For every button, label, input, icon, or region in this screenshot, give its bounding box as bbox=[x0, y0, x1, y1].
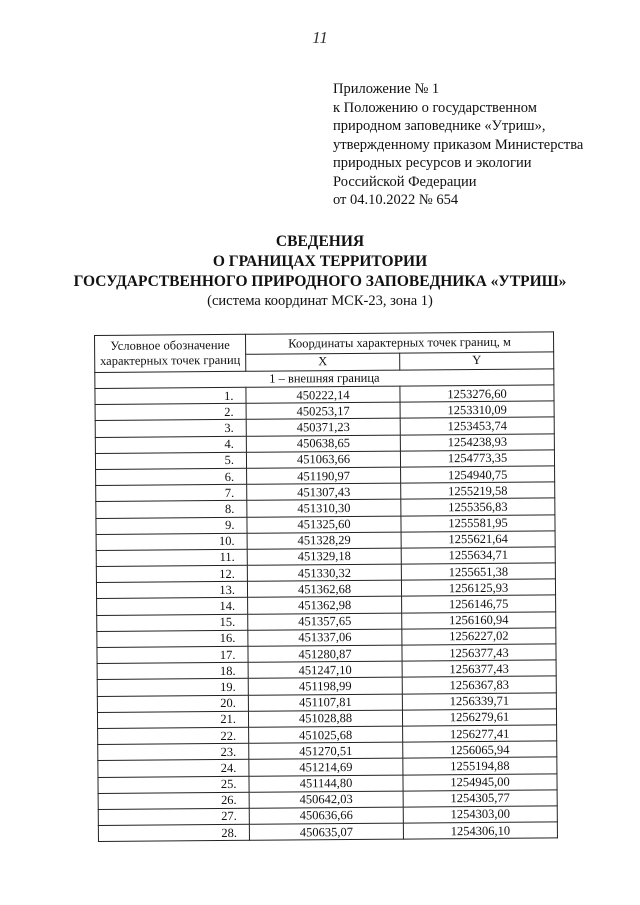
x-coordinate: 450371,23 bbox=[246, 418, 400, 435]
x-coordinate: 451329,18 bbox=[247, 548, 401, 565]
appendix-line: природном заповеднике «Утриш», bbox=[333, 118, 546, 134]
appendix-line: утвержденному приказом Министерства bbox=[333, 136, 584, 153]
point-number: 4. bbox=[95, 436, 246, 453]
point-number: 11. bbox=[96, 549, 247, 566]
y-coordinate: 1256227,02 bbox=[402, 628, 556, 645]
y-coordinate: 1255581,95 bbox=[401, 514, 555, 531]
appendix-note bbox=[333, 80, 633, 210]
point-number: 2. bbox=[95, 403, 246, 420]
y-coordinate: 1253276,60 bbox=[400, 385, 554, 402]
y-coordinate: 1253453,74 bbox=[400, 417, 554, 434]
point-number: 22. bbox=[98, 727, 249, 744]
y-coordinate: 1255194,88 bbox=[403, 757, 557, 774]
y-coordinate: 1256377,43 bbox=[402, 644, 556, 661]
y-coordinate: 1255219,58 bbox=[401, 482, 555, 499]
x-coordinate: 451307,43 bbox=[247, 483, 401, 500]
page-number: 11 bbox=[312, 28, 328, 47]
point-number: 23. bbox=[98, 743, 249, 760]
x-coordinate: 451362,68 bbox=[247, 580, 401, 597]
appendix-line: Российской Федерации bbox=[333, 173, 477, 190]
appendix-line: природных ресурсов и экологии bbox=[333, 155, 532, 171]
y-coordinate: 1254945,00 bbox=[403, 773, 557, 790]
point-number: 20. bbox=[97, 695, 248, 712]
heading-subtitle: (система координат МСК-23, зона 1) bbox=[207, 293, 433, 309]
x-coordinate: 450642,03 bbox=[249, 791, 403, 808]
x-coordinate: 451063,66 bbox=[246, 451, 400, 468]
x-coordinate: 451270,51 bbox=[249, 742, 403, 759]
point-number: 17. bbox=[97, 646, 248, 663]
x-coordinate: 451310,30 bbox=[247, 499, 401, 516]
x-coordinate: 451190,97 bbox=[247, 467, 401, 484]
y-coordinate: 1256160,94 bbox=[402, 612, 556, 629]
y-coordinate: 1255634,71 bbox=[401, 547, 555, 564]
x-coordinate: 451362,98 bbox=[248, 597, 402, 614]
point-number: 16. bbox=[97, 630, 248, 647]
appendix-line: от 04.10.2022 № 654 bbox=[333, 192, 459, 208]
x-coordinate: 451280,87 bbox=[248, 645, 402, 662]
heading-line-3: ГОСУДАРСТВЕННОГО ПРИРОДНОГО ЗАПОВЕДНИКА «УТРИШ» bbox=[73, 273, 567, 290]
x-coordinate: 451214,69 bbox=[249, 758, 403, 775]
x-coordinate: 451107,81 bbox=[248, 694, 402, 711]
y-coordinate: 1256339,71 bbox=[402, 692, 556, 709]
point-number: 12. bbox=[96, 565, 247, 582]
point-number: 25. bbox=[98, 776, 249, 793]
point-number: 7. bbox=[96, 484, 247, 501]
y-coordinate: 1255651,38 bbox=[401, 563, 555, 580]
point-number: 1. bbox=[95, 387, 246, 404]
x-coordinate: 450635,07 bbox=[249, 823, 403, 840]
y-coordinate: 1256367,83 bbox=[402, 676, 556, 693]
y-coordinate: 1255356,83 bbox=[401, 498, 555, 515]
y-coordinate: 1256146,75 bbox=[402, 595, 556, 612]
x-coordinate: 451325,60 bbox=[247, 516, 401, 533]
y-coordinate: 1256377,43 bbox=[402, 660, 556, 677]
point-number: 3. bbox=[95, 420, 246, 437]
y-coordinate: 1254940,75 bbox=[401, 466, 555, 483]
point-number: 28. bbox=[98, 824, 249, 841]
point-label-header-line-2: характерных точек границ bbox=[99, 352, 241, 368]
x-coordinate: 451144,80 bbox=[249, 775, 403, 792]
x-coordinate: 450636,66 bbox=[249, 807, 403, 824]
y-coordinate: 1255621,64 bbox=[401, 531, 555, 548]
y-coordinate: 1256279,61 bbox=[402, 709, 556, 726]
x-coordinate: 450222,14 bbox=[246, 386, 400, 403]
point-number: 24. bbox=[98, 760, 249, 777]
point-number: 8. bbox=[96, 501, 247, 518]
y-coordinate: 1256277,41 bbox=[403, 725, 557, 742]
point-number: 15. bbox=[97, 614, 248, 631]
point-number: 18. bbox=[97, 662, 248, 679]
y-coordinate: 1253310,09 bbox=[400, 401, 554, 418]
x-coordinate: 451247,10 bbox=[248, 661, 402, 678]
point-number: 14. bbox=[97, 598, 248, 615]
coordinates-table bbox=[94, 331, 558, 842]
point-number: 6. bbox=[96, 468, 247, 485]
coordinates-table-wrapper bbox=[94, 331, 558, 842]
x-coordinate: 451330,32 bbox=[247, 564, 401, 581]
point-number: 19. bbox=[97, 679, 248, 696]
y-coordinate: 1256065,94 bbox=[403, 741, 557, 758]
section-title: 1 – внешняя граница bbox=[95, 369, 554, 389]
x-coordinate: 451198,99 bbox=[248, 677, 402, 694]
y-coordinate: 1254306,10 bbox=[403, 822, 557, 839]
y-header: Y bbox=[400, 351, 554, 370]
point-number: 9. bbox=[96, 517, 247, 534]
point-number: 27. bbox=[98, 808, 249, 825]
x-coordinate: 450253,17 bbox=[246, 402, 400, 419]
document-heading bbox=[0, 232, 640, 311]
point-number: 21. bbox=[97, 711, 248, 728]
x-coordinate: 450638,65 bbox=[246, 435, 400, 452]
table-row bbox=[98, 822, 557, 842]
x-coordinate: 451337,06 bbox=[248, 629, 402, 646]
x-header: X bbox=[246, 353, 400, 372]
heading-title: СВЕДЕНИЯ bbox=[275, 233, 365, 250]
y-coordinate: 1254305,77 bbox=[403, 790, 557, 807]
appendix-line: к Положению о государственном bbox=[333, 99, 537, 116]
y-coordinate: 1254303,00 bbox=[403, 806, 557, 823]
point-number: 10. bbox=[96, 533, 247, 550]
y-coordinate: 1254238,93 bbox=[400, 433, 554, 450]
y-coordinate: 1254773,35 bbox=[400, 450, 554, 467]
point-number: 26. bbox=[98, 792, 249, 809]
coordinates-header: Координаты характерных точек границ, м bbox=[245, 332, 553, 354]
appendix-line: Приложение № 1 bbox=[333, 81, 440, 97]
x-coordinate: 451357,65 bbox=[248, 613, 402, 630]
y-coordinate: 1256125,93 bbox=[401, 579, 555, 596]
x-coordinate: 451025,68 bbox=[249, 726, 403, 743]
point-number: 5. bbox=[95, 452, 246, 469]
point-label-header-line-1: Условное обозначение bbox=[110, 337, 230, 353]
point-number: 13. bbox=[96, 582, 247, 599]
x-coordinate: 451328,29 bbox=[247, 532, 401, 549]
point-label-header bbox=[95, 334, 246, 372]
heading-line-2: О ГРАНИЦАХ ТЕРРИТОРИИ bbox=[212, 253, 428, 270]
x-coordinate: 451028,88 bbox=[248, 710, 402, 727]
